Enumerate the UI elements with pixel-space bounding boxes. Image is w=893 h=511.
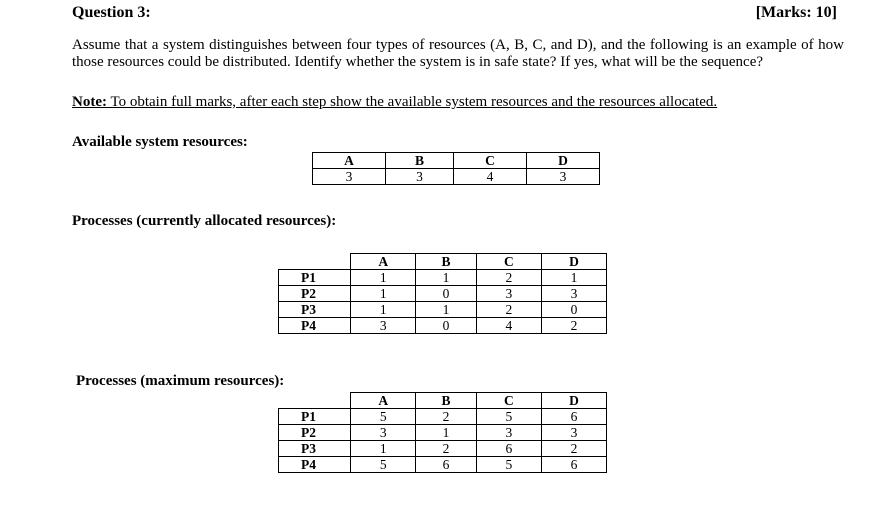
process-label: P2 xyxy=(279,286,351,302)
process-label: P1 xyxy=(279,409,351,425)
table-header-row xyxy=(313,153,600,169)
table-cell: 3 xyxy=(541,286,606,302)
table-cell: 6 xyxy=(541,457,606,473)
table-cell: 5 xyxy=(351,457,416,473)
table-cell: 3 xyxy=(526,169,599,185)
table-row xyxy=(279,286,607,302)
table-row xyxy=(279,425,607,441)
table-cell: 5 xyxy=(476,457,541,473)
process-label: P3 xyxy=(279,441,351,457)
table-cell: 6 xyxy=(541,409,606,425)
process-label: P1 xyxy=(279,270,351,286)
process-label: P4 xyxy=(279,318,351,334)
table-cell: 4 xyxy=(476,318,541,334)
maximum-resources-table xyxy=(278,392,607,473)
column-header: D xyxy=(526,153,599,169)
table-row xyxy=(279,441,607,457)
allocated-resources-table xyxy=(278,253,607,334)
table-cell: 1 xyxy=(351,302,416,318)
table-cell: 2 xyxy=(541,441,606,457)
question-title: Question 3: xyxy=(72,4,151,21)
table-cell: 0 xyxy=(416,286,477,302)
table-cell: 1 xyxy=(541,270,606,286)
column-header: B xyxy=(416,393,477,409)
marks-label: [Marks: 10] xyxy=(755,4,837,21)
column-header: A xyxy=(351,254,416,270)
note-text: To obtain full marks, after each step show the available system resources and the resources allocated. xyxy=(106,94,718,110)
process-label: P4 xyxy=(279,457,351,473)
corner-cell xyxy=(279,393,351,409)
column-header: A xyxy=(351,393,416,409)
column-header: D xyxy=(541,254,606,270)
table-cell: 1 xyxy=(416,425,477,441)
maximum-heading: Processes (maximum resources): xyxy=(76,373,285,389)
table-cell: 2 xyxy=(476,302,541,318)
question-text xyxy=(72,37,844,71)
table-row xyxy=(279,270,607,286)
table-cell: 0 xyxy=(416,318,477,334)
available-heading: Available system resources: xyxy=(72,134,248,150)
table-cell: 3 xyxy=(476,286,541,302)
table-cell: 2 xyxy=(541,318,606,334)
table-cell: 1 xyxy=(351,441,416,457)
table-cell: 4 xyxy=(453,169,526,185)
table-cell: 2 xyxy=(476,270,541,286)
table-row xyxy=(313,169,600,185)
corner-cell xyxy=(279,254,351,270)
column-header: B xyxy=(416,254,477,270)
note xyxy=(72,94,717,111)
question-paragraph: Assume that a system distinguishes between four types of resources (A, B, C, and D), and the following is an example of how those resources could be distributed. Identify whether the system is in safe state? If yes, what will be the sequence? xyxy=(72,37,844,70)
table-cell: 3 xyxy=(541,425,606,441)
allocated-heading: Processes (currently allocated resources): xyxy=(72,213,337,229)
column-header: B xyxy=(385,153,453,169)
column-header: D xyxy=(541,393,606,409)
table-cell: 3 xyxy=(313,169,386,185)
table-cell: 6 xyxy=(416,457,477,473)
process-label: P2 xyxy=(279,425,351,441)
note-label: Note: xyxy=(72,94,107,110)
table-cell: 1 xyxy=(416,302,477,318)
table-cell: 2 xyxy=(416,441,477,457)
table-cell: 3 xyxy=(351,318,416,334)
table-cell: 3 xyxy=(351,425,416,441)
table-row xyxy=(279,318,607,334)
table-cell: 1 xyxy=(351,270,416,286)
column-header: A xyxy=(313,153,386,169)
column-header: C xyxy=(476,254,541,270)
table-cell: 3 xyxy=(476,425,541,441)
table-row xyxy=(279,302,607,318)
process-label: P3 xyxy=(279,302,351,318)
table-cell: 5 xyxy=(351,409,416,425)
available-resources-table xyxy=(312,152,600,185)
table-cell: 6 xyxy=(476,441,541,457)
table-row xyxy=(279,457,607,473)
column-header: C xyxy=(453,153,526,169)
table-cell: 2 xyxy=(416,409,477,425)
table-header-row xyxy=(279,254,607,270)
table-header-row xyxy=(279,393,607,409)
table-cell: 3 xyxy=(385,169,453,185)
table-cell: 5 xyxy=(476,409,541,425)
table-cell: 0 xyxy=(541,302,606,318)
table-row xyxy=(279,409,607,425)
column-header: C xyxy=(476,393,541,409)
table-cell: 1 xyxy=(416,270,477,286)
table-cell: 1 xyxy=(351,286,416,302)
